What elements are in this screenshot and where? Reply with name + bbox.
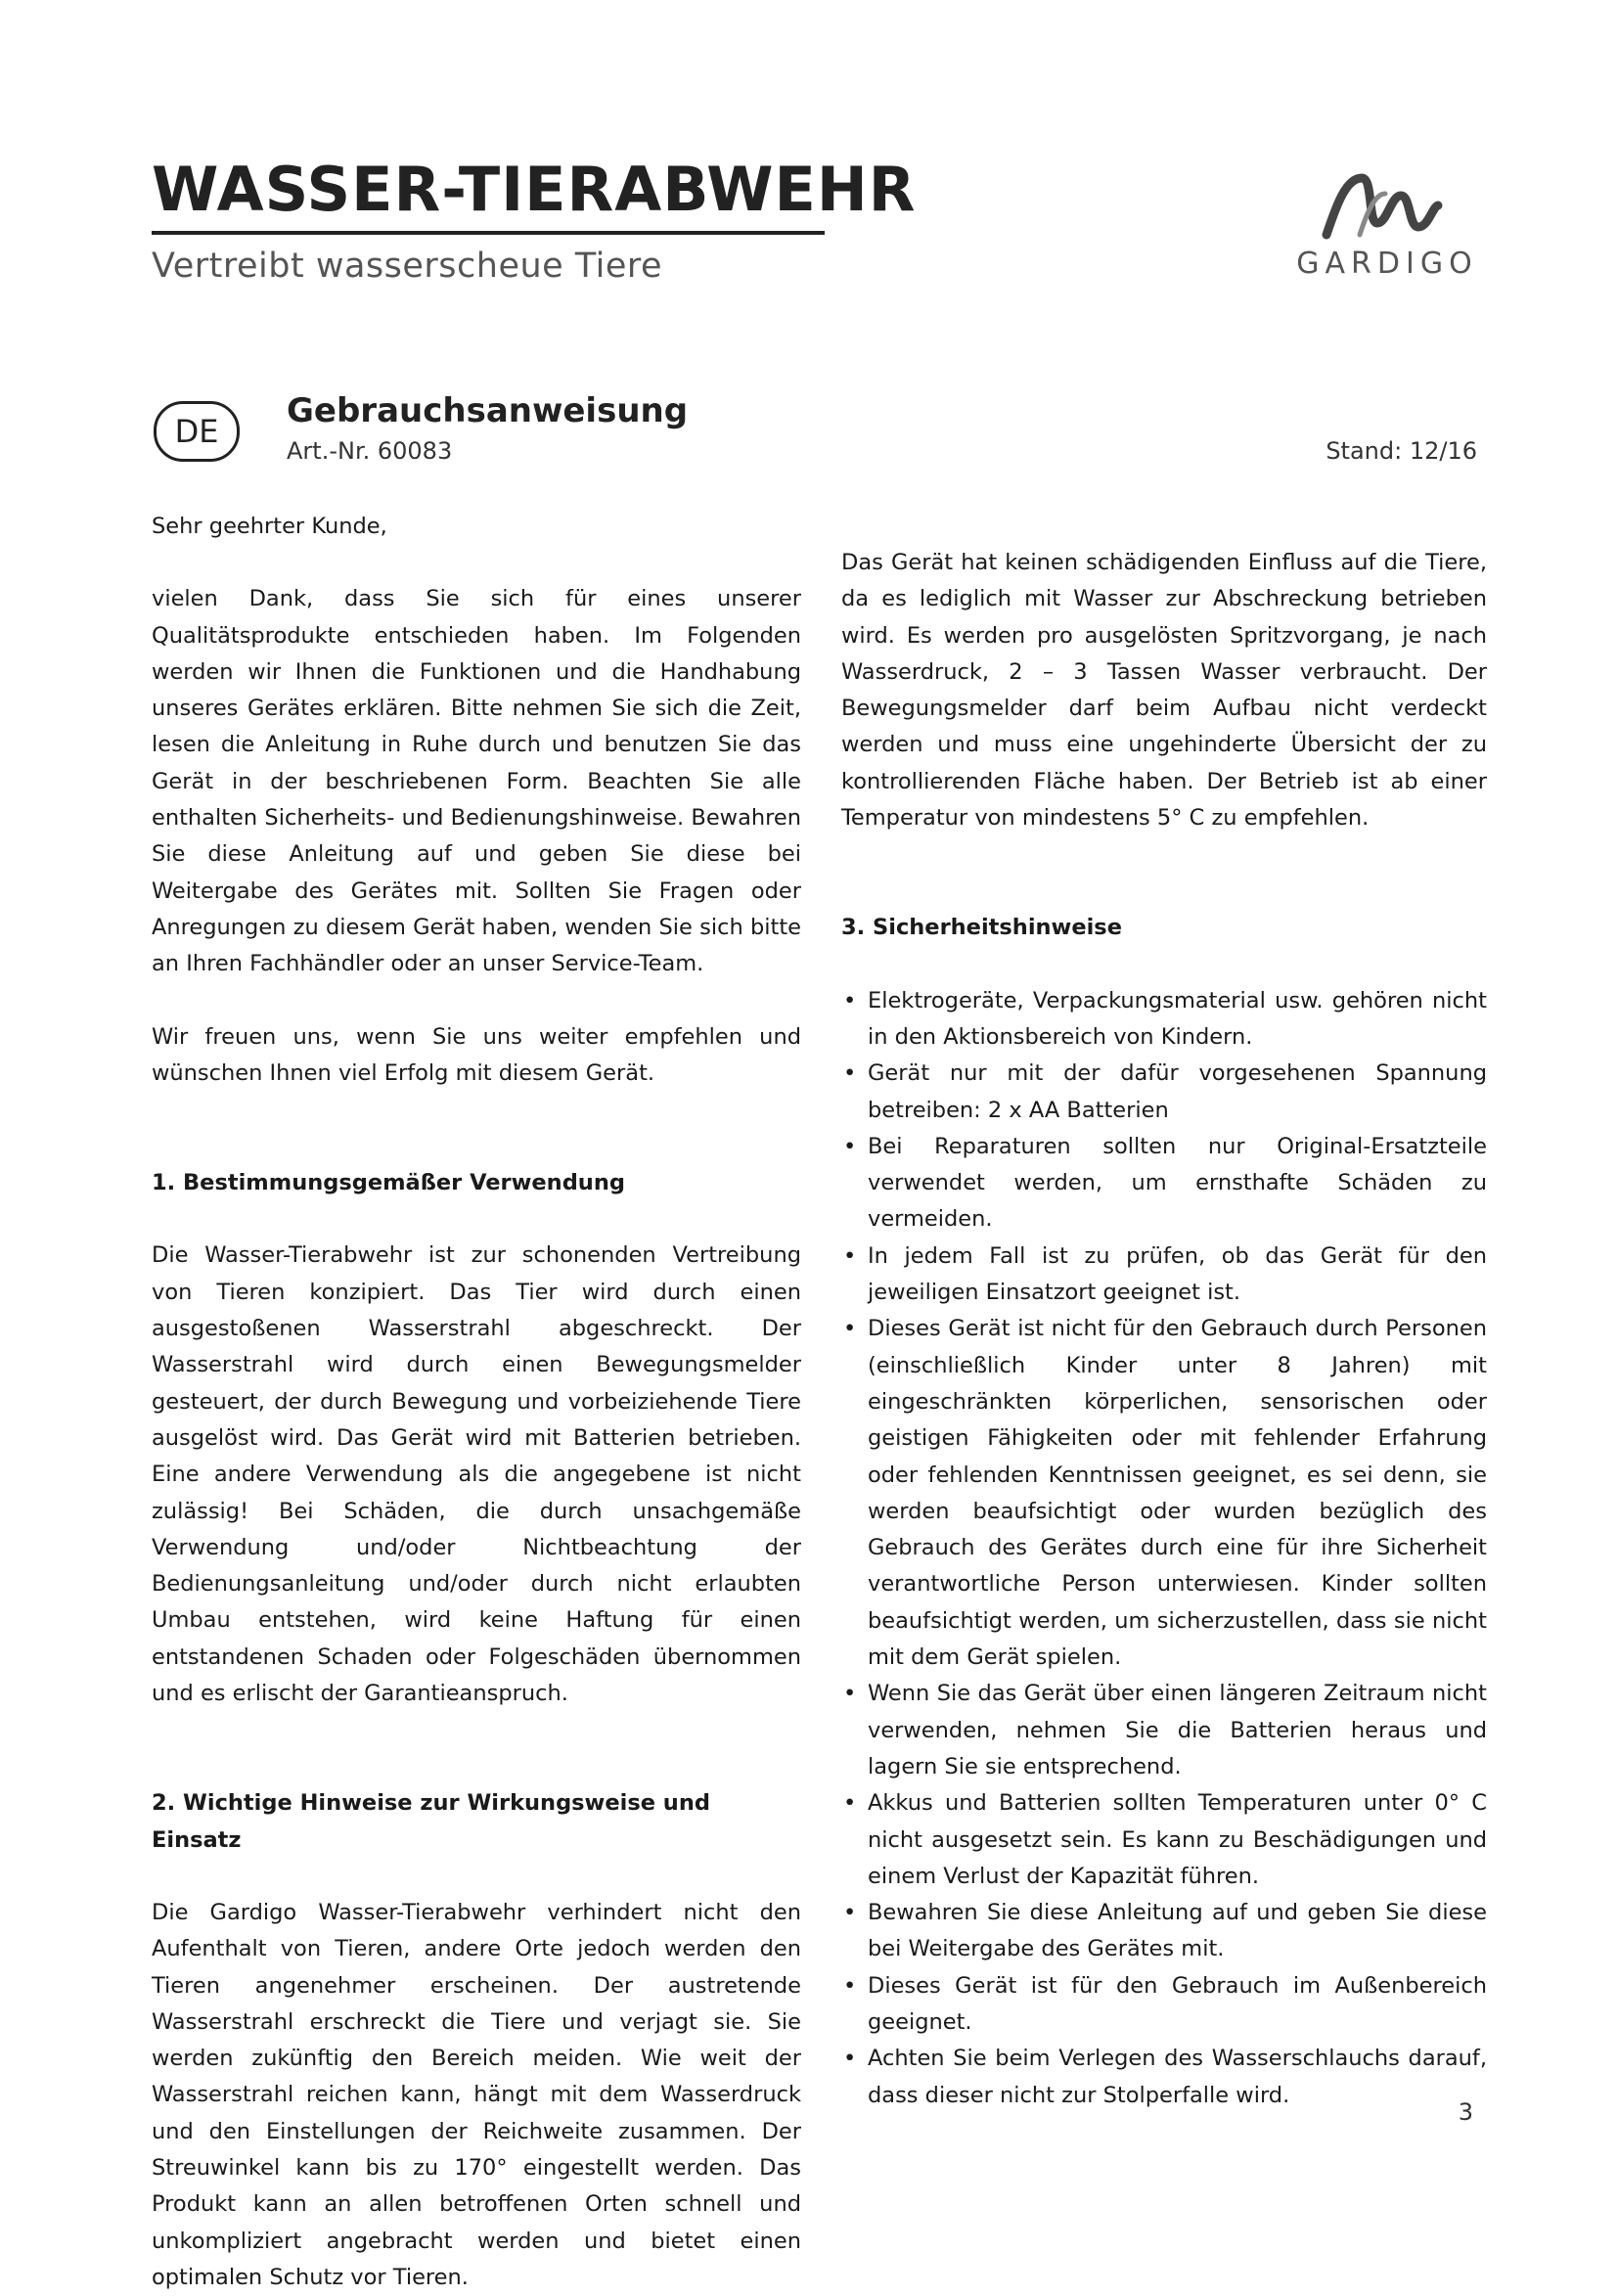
gardigo-logo	[1289, 166, 1485, 284]
logo-text: GARDIGO	[1296, 247, 1478, 281]
bullet-icon: •	[843, 1242, 857, 1269]
document-title: WASSER-TIERABWEHR	[152, 154, 917, 225]
section-1-title: 1. Bestimmungsgemäßer Verwendung	[152, 1170, 625, 1196]
bullet-icon: •	[843, 1133, 857, 1159]
bullet-icon: •	[843, 1060, 857, 1087]
section-2-continuation: Das Gerät hat keinen schädigenden Einfluss auf die Tiere, da es lediglich mit Wasser zur Abschreckung betrieben wird. Es werden pro ausgelösten Spritzvorgang, je nach Wasserdruck, 2 – 3 Tassen Wasser verbraucht. Der Bewegungsmelder darf beim Aufbau nicht verdeckt werden und muss eine ungehinderte Übersicht der zu kontrollierenden Fläche haben. Der Betrieb ist ab einer Temperatur von mindestens 5° C zu empfehlen.	[841, 550, 1487, 832]
list-item: • Bewahren Sie diese Anleitung auf und geben Sie diese bei Weitergabe des Gerätes mit.	[841, 1895, 1487, 1968]
list-item: • Achten Sie beim Verlegen des Wasserschlauchs darauf, dass dieser nicht zur Stolperfalle wird.	[841, 2041, 1487, 2114]
section-1-text: Die Wasser-Tierabwehr ist zur schonenden Vertreibung von Tieren konzipiert. Das Tier wird durch einen ausgestoßenen Wasserstrahl abgeschreckt. Der Wasserstrahl wird durch einen Bewegungsmelder gesteuert, der durch Bewegung und vorbeiziehende Tiere ausgelöst wird. Das Gerät wird mit Batterien betrieben. Eine andere Verwendung als die angegebene ist nicht zulässig! Bei Schäden, die durch unsachgemäße Verwendung und/oder Nichtbeachtung der Bedienungsanleitung und/oder durch nicht erlaubten Umbau entstehen, wird keine Haftung für einen entstandenen Schaden oder Folgeschäden übernommen und es erlischt der Garantieanspruch.	[152, 1242, 801, 1707]
list-item: • Dieses Gerät ist nicht für den Gebrauch durch Personen (einschließlich Kinder unter 8 Jahren) mit eingeschränkten körperlichen, sensorischen oder geistigen Fähigkeiten oder mit fehlender Erfahrung oder fehlenden Kenntnissen geeignet, es sei denn, sie werden beaufsichtigt oder wurden bezüglich des Gebrauch des Gerätes durch eine für ihre Sicherheit verantwortliche Person unterwiesen. Kinder sollten beaufsichtigt werden, um sicherzustellen, dass sie nicht mit dem Gerät spielen.	[841, 1311, 1487, 1676]
title-underline	[152, 231, 825, 235]
bullet-icon: •	[843, 1681, 857, 1707]
document-subtitle: Vertreibt wasserscheue Tiere	[152, 247, 663, 286]
greeting: Sehr geehrter Kunde,	[152, 514, 387, 539]
list-item: • Bei Reparaturen sollten nur Original-Ersatzteile verwendet werden, um ernsthafte Schäden zu vermeiden.	[841, 1129, 1487, 1238]
bullet-icon: •	[843, 987, 857, 1013]
list-item: • Elektrogeräte, Verpackungsmaterial usw. gehören nicht in den Aktionsbereich von Kindern.	[841, 983, 1487, 1057]
list-item: • Wenn Sie das Gerät über einen längeren Zeitraum nicht verwenden, nehmen Sie die Batterien heraus und lagern Sie sie entsprechend.	[841, 1676, 1487, 1785]
page-number: 3	[1458, 2098, 1473, 2126]
section-2-title: 2. Wichtige Hinweise zur Wirkungsweise und Einsatz	[152, 1790, 710, 1853]
section-2-text: Die Gardigo Wasser-Tierabwehr verhindert nicht den Aufenthalt von Tieren, andere Orte jedoch werden den Tieren angenehmer erscheinen. Der austretende Wasserstrahl erschreckt die Tiere und verjagt sie. Sie werden zukünftig den Bereich meiden. Wie weit der Wasserstrahl reichen kann, hängt mit dem Wasserdruck und den Einstellungen der Reichweite zusammen. Der Streuwinkel kann bis zu 170° eingestellt werden. Das Produkt kann an allen betroffenen Orten schnell und unkompliziert angebracht werden und bietet einen optimalen Schutz vor Tieren.	[152, 1899, 801, 2290]
bullet-icon: •	[843, 1316, 857, 1342]
bullet-icon: •	[843, 1790, 857, 1817]
revision-date: Stand: 12/16	[1326, 437, 1477, 465]
closing-paragraph: Wir freuen uns, wenn Sie uns weiter empfehlen und wünschen Ihnen viel Erfolg mit diesem Gerät.	[152, 1023, 801, 1086]
list-item: • Gerät nur mit der dafür vorgesehenen Spannung betreiben: 2 x AA Batterien	[841, 1056, 1487, 1129]
list-item: • Akkus und Batterien sollten Temperaturen unter 0° C nicht ausgesetzt sein. Es kann zu Beschädigungen und einem Verlust der Kapazität führen.	[841, 1785, 1487, 1895]
left-column	[152, 509, 801, 2296]
gardigo-wave-icon	[1289, 166, 1485, 245]
list-item: • Dieses Gerät ist für den Gebrauch im Außenbereich geeignet.	[841, 1968, 1487, 2042]
section-heading: Gebrauchsanweisung	[287, 391, 689, 430]
bullet-icon: •	[843, 2046, 857, 2072]
bullet-icon: •	[843, 1972, 857, 1999]
safety-list	[841, 983, 1487, 2114]
language-badge: DE	[154, 401, 240, 462]
intro-paragraph: vielen Dank, dass Sie sich für eines unserer Qualitätsprodukte entschieden haben. Im Folgenden werden wir Ihnen die Funktionen und die Handhabung unseres Gerätes erklären. Bitte nehmen Sie sich die Zeit, lesen die Anleitung in Ruhe durch und benutzen Sie das Gerät in der beschriebenen Form. Beachten Sie alle enthalten Sicherheits- und Bedienungshinweise. Bewahren Sie diese Anleitung auf und geben Sie diese bei Weitergabe des Gerätes mit. Sollten Sie Fragen oder Anregungen zu diesem Gerät haben, wenden Sie sich bitte an Ihren Fachhändler oder an unser Service-Team.	[152, 586, 801, 977]
section-3-title: 3. Sicherheitshinweise	[841, 915, 1122, 941]
right-column	[841, 545, 1487, 2114]
article-number: Art.-Nr. 60083	[287, 437, 453, 465]
list-item: • In jedem Fall ist zu prüfen, ob das Gerät für den jeweiligen Einsatzort geeignet ist.	[841, 1238, 1487, 1312]
bullet-icon: •	[843, 1900, 857, 1926]
